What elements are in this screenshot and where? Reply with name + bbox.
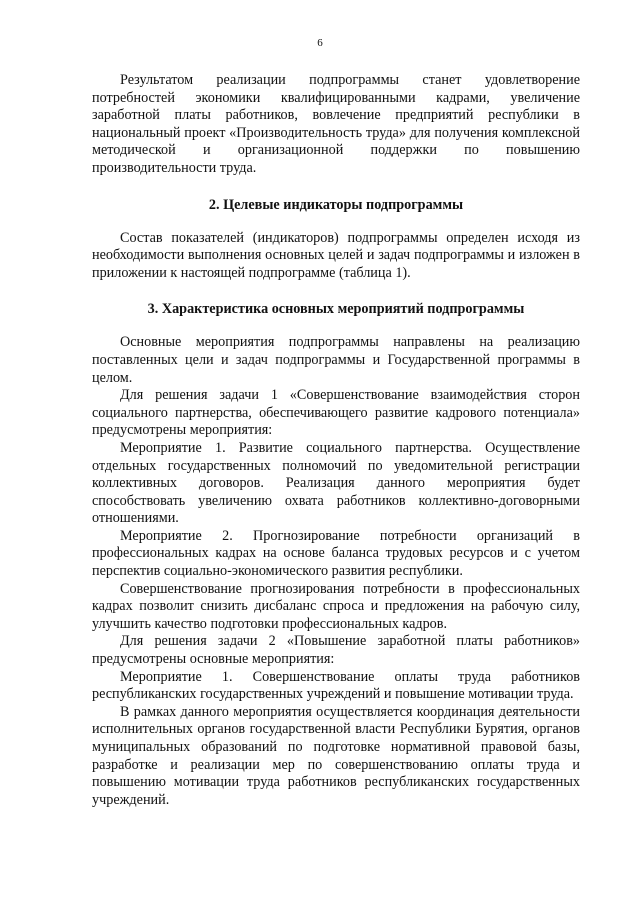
spacer	[92, 178, 580, 196]
document-body	[92, 72, 580, 809]
spacer	[92, 318, 580, 334]
page-number: 6	[317, 37, 323, 49]
section-3-paragraph: Мероприятие 2. Прогнозирование потребности организаций в профессиональных кадрах на основе баланса трудовых ресурсов и с учетом перспектив социально-экономического развития республики.	[92, 527, 580, 580]
section-3-paragraph: Для решения задачи 1 «Совершенствование взаимодействия сторон социального партнерства, обеспечивающего развитие кадрового потенциала» предусмотрены мероприятия:	[92, 387, 580, 439]
section-3-paragraph: Мероприятие 1. Совершенствование оплаты труда работников республиканских государственных учреждений и повышение мотивации труда.	[92, 668, 580, 703]
spacer	[92, 214, 580, 230]
section-3-paragraph: Совершенствование прогнозирования потребности в профессиональных кадрах позволит снизить дисбаланс спроса и предложения на рабочую силу, улучшить качество подготовки профессиональных кадров.	[92, 580, 580, 632]
section-3-paragraph: В рамках данного мероприятия осуществляется координация деятельности исполнительных органов государственной власти Республики Бурятия, органов муниципальных образований по подготовке нормативной правовой базы, разработке и реализации мер по совершенствованию оплаты труда и повышению мотивации труда работников республиканских государственных учреждений.	[92, 703, 580, 808]
section-3-heading: 3. Характеристика основных мероприятий подпрограммы	[147, 301, 525, 318]
section-3-paragraph: Основные мероприятия подпрограммы направлены на реализацию поставленных цели и задач подпрограммы и Государственной программы в целом.	[92, 334, 580, 386]
spacer	[92, 282, 580, 300]
paragraph-result: Результатом реализации подпрограммы станет удовлетворение потребностей экономики квалифицированными кадрами, увеличение заработной платы работников, вовлечение предприятий республики в национальный проект «Производительность труда» для получения комплексной методической и организационной поддержки по повышению производительности труда.	[92, 72, 580, 176]
section-3-paragraph: Для решения задачи 2 «Повышение заработной платы работников» предусмотрены основные мероприятия:	[92, 633, 580, 668]
section-3-paragraph: Мероприятие 1. Развитие социального партнерства. Осуществление отдельных государственных полномочий по уведомительной регистрации коллективных договоров. Реализация данного мероприятия будет способствовать увеличению охвата работников коллективно-договорными отношениями.	[92, 439, 580, 527]
section-2-paragraph: Состав показателей (индикаторов) подпрограммы определен исходя из необходимости выполнения основных целей и задач подпрограммы и изложен в приложении к настоящей подпрограмме (таблица 1).	[92, 229, 580, 281]
section-2-heading: 2. Целевые индикаторы подпрограммы	[208, 196, 464, 213]
